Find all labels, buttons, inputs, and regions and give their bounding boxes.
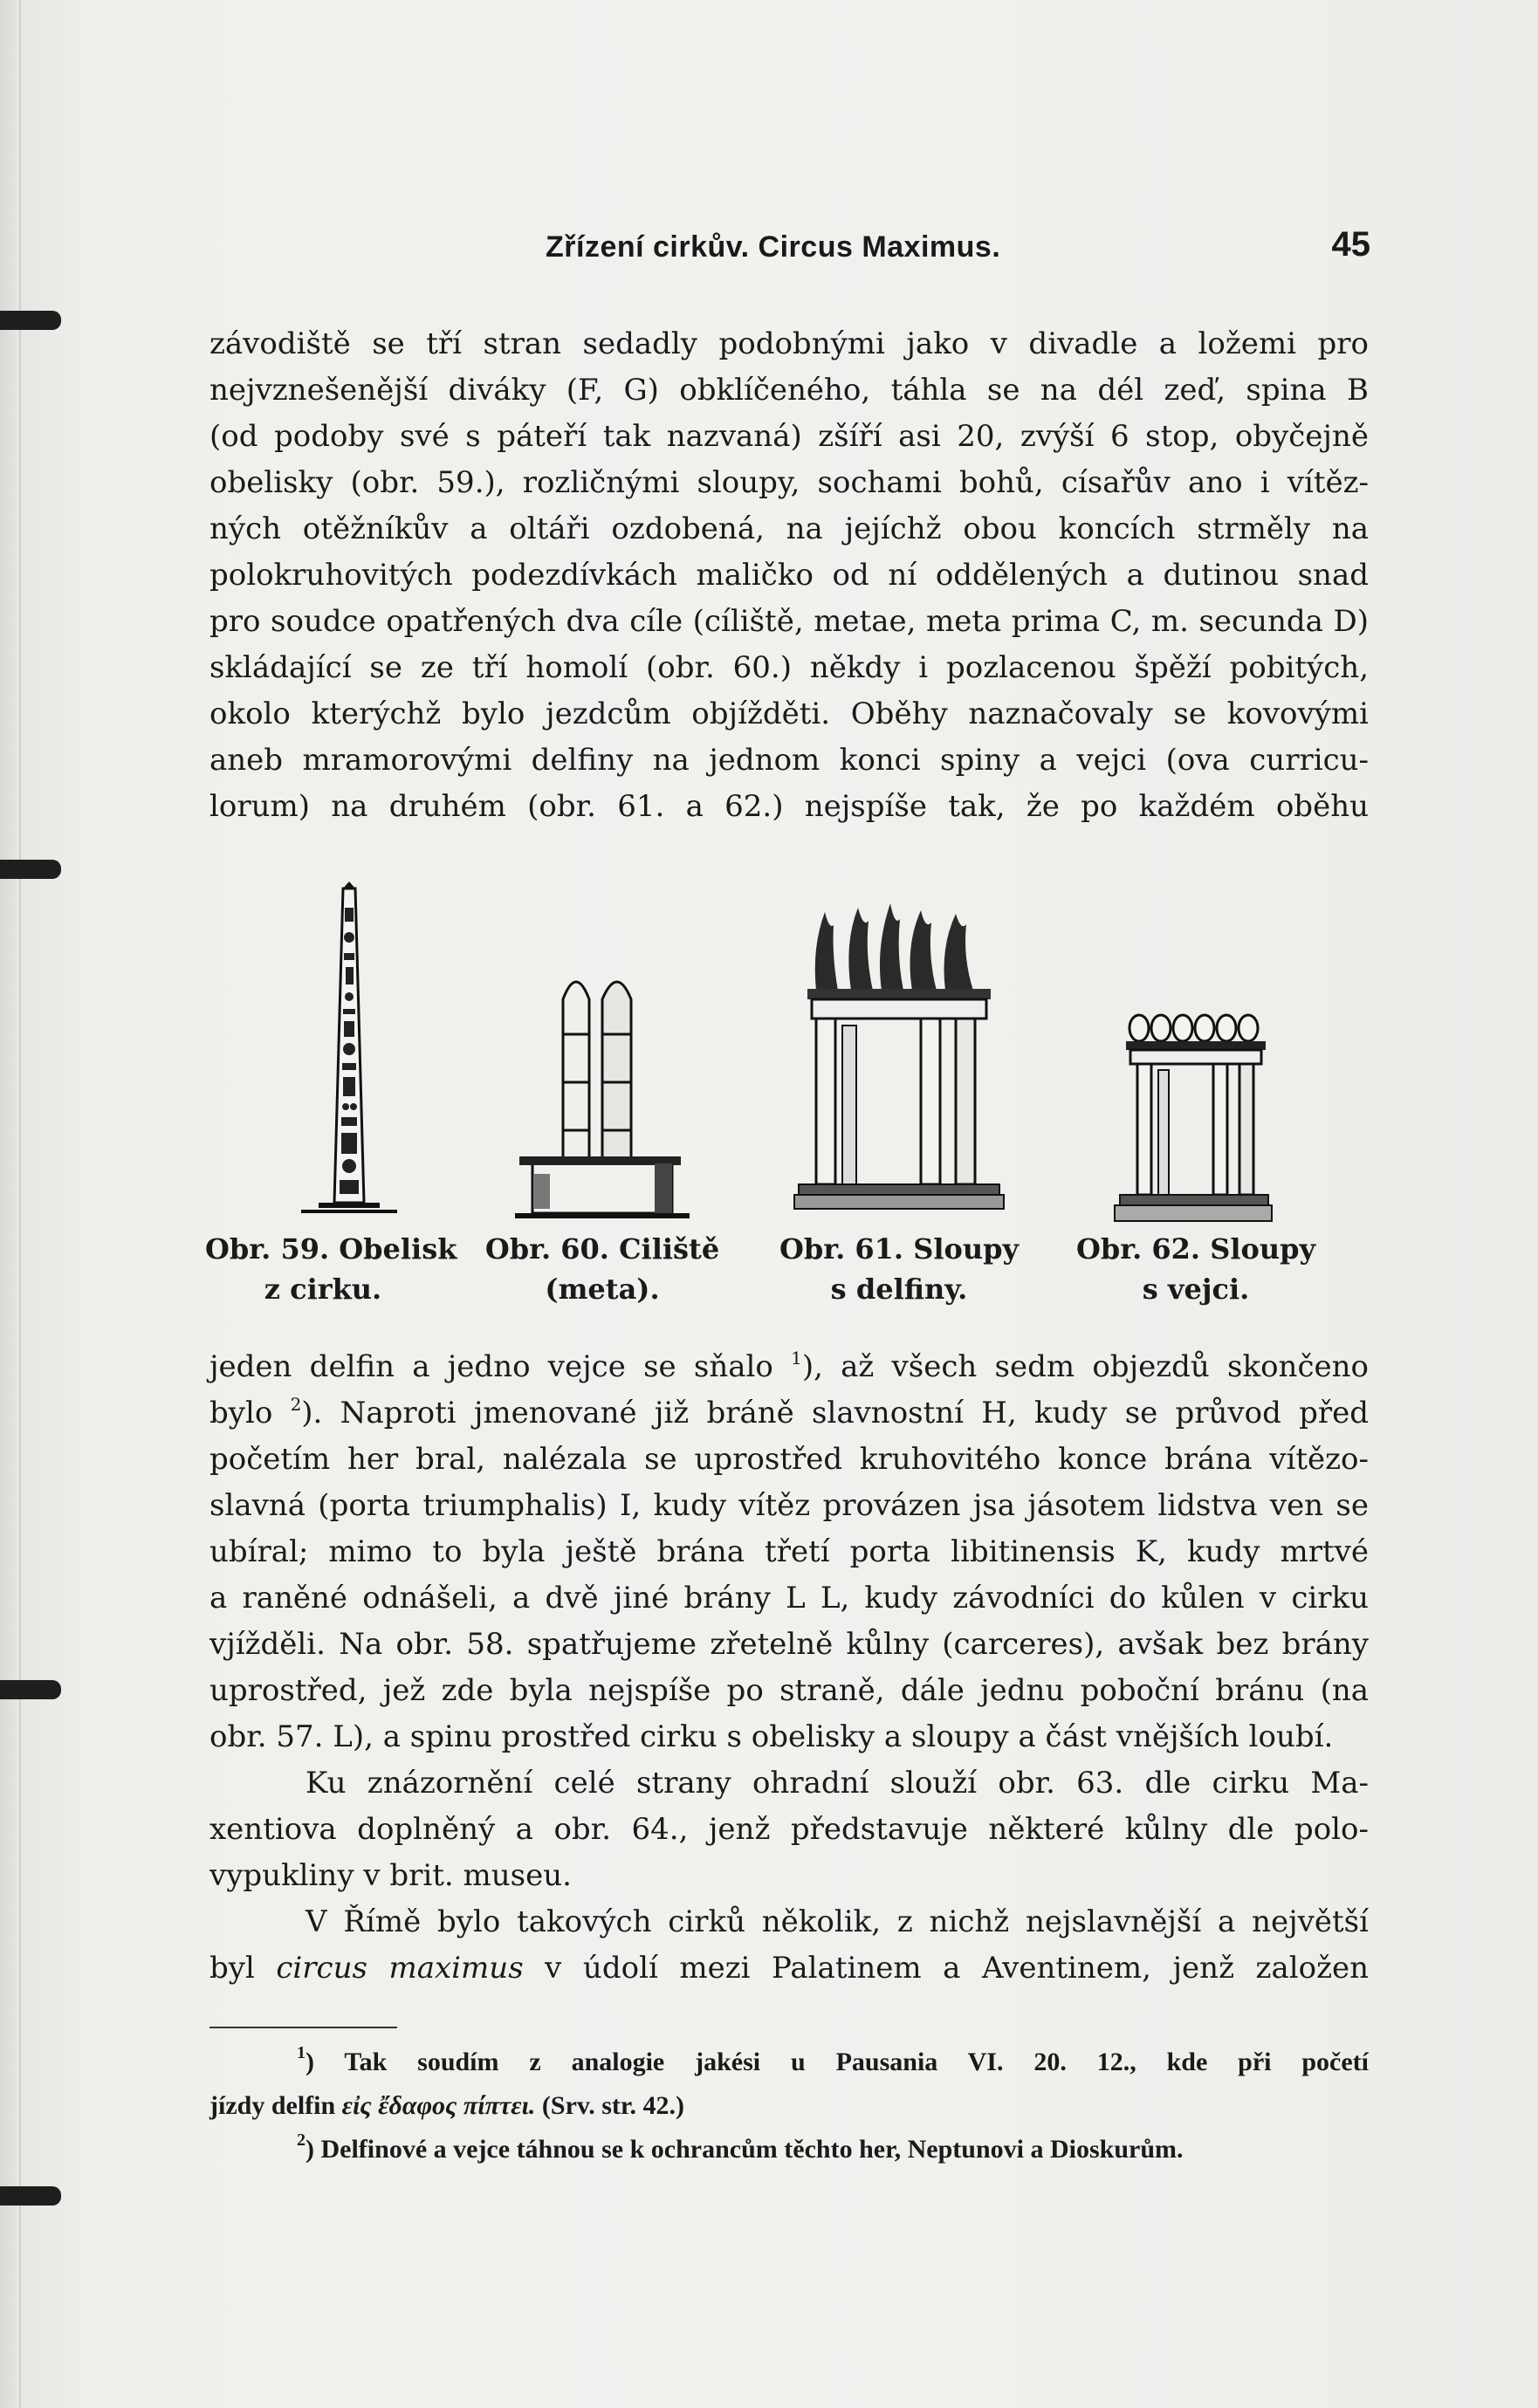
- text-run: ), až všech sedm objezdů skončeno: [801, 1349, 1369, 1384]
- text-run: jeden delfin a jedno vejce se sňalo: [209, 1349, 792, 1384]
- columns-dolphins-illustration: [790, 895, 1008, 1213]
- columns-eggs-illustration: [1113, 1012, 1274, 1226]
- text-line: polokruhovitých podezdívkách maličko od ní oddělených a dutinou snad: [209, 558, 1369, 593]
- text-line: početím her bral, nalézala se uprostřed kruhovitého konce brána vítězo-: [209, 1442, 1369, 1477]
- obelisk-illustration: [301, 882, 397, 1218]
- text-run: bylo: [209, 1396, 291, 1430]
- text-line: [209, 1344, 1369, 1390]
- footnote-2-line: [209, 2128, 1369, 2171]
- text-line: pro soudce opatřených dva cíle (cíliště, metae, meta prima C, m. secunda D): [209, 604, 1369, 639]
- text-line: V Římě bylo takových cirků několik, z nichž nejslavnější a největší: [306, 1904, 1369, 1939]
- footnote-ref: 1: [791, 1348, 802, 1369]
- meta-illustration: [515, 964, 690, 1222]
- text-line: obr. 57. L), a spinu prostřed cirku s obelisky a sloupy a část vnějších loubí.: [209, 1719, 1334, 1754]
- text-run: v údolí mezi Palatinem a Aventinem, jenž založen: [523, 1951, 1369, 1986]
- caption-line: Obr. 60. Ciliště: [484, 1232, 720, 1266]
- binding-mark: [0, 311, 61, 330]
- footnotes: [209, 2041, 1369, 2171]
- binding-mark: [0, 1680, 61, 1699]
- caption-line: z cirku.: [264, 1273, 382, 1306]
- figure-columns-eggs: [1113, 1012, 1274, 1226]
- figure-62-caption: [1074, 1229, 1318, 1309]
- italic-text: circus maximus: [276, 1951, 524, 1986]
- text-line: vypukliny v brit. museu.: [209, 1858, 572, 1893]
- caption-line: Obr. 61. Sloupy: [779, 1232, 1020, 1266]
- footnote-mark: 1: [297, 2043, 306, 2062]
- footnote-1-line: [209, 2041, 1369, 2084]
- text-line: xentiova doplněný a obr. 64., jenž představuje některé kůlny dle polo-: [209, 1812, 1369, 1847]
- running-header: [209, 225, 1370, 274]
- text-line: okolo kterýchž bylo jezdcům objížděti. Oběhy naznačovaly se kovovými: [209, 696, 1369, 731]
- text-run: ) Delfinové a vejce táhnou se k ochrancům těchto her, Neptunovi a Dioskurům.: [306, 2135, 1184, 2164]
- text-line: aneb mramorovými delfiny na jednom konci spiny a vejci (ova curricu-: [209, 743, 1369, 778]
- figure-columns-dolphins: [790, 895, 1008, 1213]
- text-line: ubíral; mimo to byla ještě brána třetí porta libitinensis K, kudy mrtvé: [209, 1534, 1369, 1569]
- running-title: Zřízení cirkův. Circus Maximus.: [546, 230, 1001, 264]
- text-line: vjížděli. Na obr. 58. spatřujeme zřetelně kůlny (carceres), avšak bez brány: [209, 1627, 1369, 1662]
- binding-mark: [0, 2186, 61, 2206]
- caption-line: s delfiny.: [830, 1273, 968, 1306]
- paragraph-1: [209, 321, 1369, 830]
- footnote-1-line: [209, 2084, 1369, 2128]
- footnote-rule: [209, 2027, 397, 2028]
- text-line: obelisky (obr. 59.), rozličnými sloupy, sochami bohů, císařův ano i vítěz-: [209, 465, 1369, 500]
- footnote-ref: 2: [290, 1394, 302, 1415]
- text-line: závodiště se tří stran sedadly podobnými jako v divadle a ložemi pro: [209, 326, 1369, 361]
- text-line: ných otěžníkův a oltáři ozdobená, na jejíchž obou koncích strměly na: [209, 511, 1369, 546]
- text-line: [209, 1390, 1369, 1437]
- paragraph-2: [209, 1344, 1369, 1992]
- caption-line: Obr. 62. Sloupy: [1075, 1232, 1316, 1266]
- figure-59-caption: [205, 1229, 457, 1309]
- caption-line: (meta).: [545, 1273, 660, 1306]
- figure-61-caption: [768, 1229, 1030, 1309]
- text-run: ). Naproti jmenované již bráně slavnostní H, kudy se průvod před: [301, 1396, 1369, 1430]
- caption-line: s vejci.: [1142, 1273, 1250, 1306]
- text-run: ) Tak soudím z analogie jakési u Pausania VI. 20. 12., kde při početí: [306, 2048, 1369, 2076]
- text-line: slavná (porta triumphalis) I, kudy vítěz provázen jsa jásotem lidstva ven se: [209, 1488, 1369, 1523]
- text-line: skládající se ze tří homolí (obr. 60.) někdy i pozlacenou špěží pobitých,: [209, 650, 1369, 685]
- figure-obelisk: [301, 882, 397, 1218]
- footnote-mark: 2: [297, 2130, 306, 2150]
- text-line: Ku znázornění celé strany ohradní slouží obr. 63. dle cirku Ma-: [306, 1766, 1369, 1801]
- text-run: (Srv. str. 42.): [535, 2091, 684, 2120]
- text-line: nejvznešenější diváky (F, G) obklíčeného, táhla se na dél zeď, spina B: [209, 373, 1369, 408]
- text-line: a raněné odnášeli, a dvě jiné brány L L, kudy závodníci do kůlen v cirku: [209, 1581, 1369, 1616]
- figure-meta: [515, 964, 690, 1222]
- text-line: [209, 1945, 1369, 1992]
- greek-text: εἰς ἔδαφος πίπτει.: [341, 2091, 536, 2120]
- page-number: 45: [1331, 225, 1370, 264]
- text-run: byl: [209, 1951, 277, 1986]
- caption-line: Obr. 59. Obelisk: [205, 1232, 457, 1266]
- text-line: (od podoby své s páteří tak nazvaná) zšíří asi 20, zvýší 6 stop, obyčejně: [209, 419, 1369, 454]
- binding-mark: [0, 860, 61, 879]
- page-binding-edge: [0, 0, 21, 2408]
- text-line: lorum) na druhém (obr. 61. a 62.) nejspíše tak, že po každém oběhu: [209, 789, 1369, 824]
- text-run: jízdy delfin: [209, 2091, 342, 2120]
- figure-60-caption: [484, 1229, 720, 1309]
- text-line: uprostřed, jež zde byla nejspíše po straně, dále jednu poboční bránu (na: [209, 1673, 1369, 1708]
